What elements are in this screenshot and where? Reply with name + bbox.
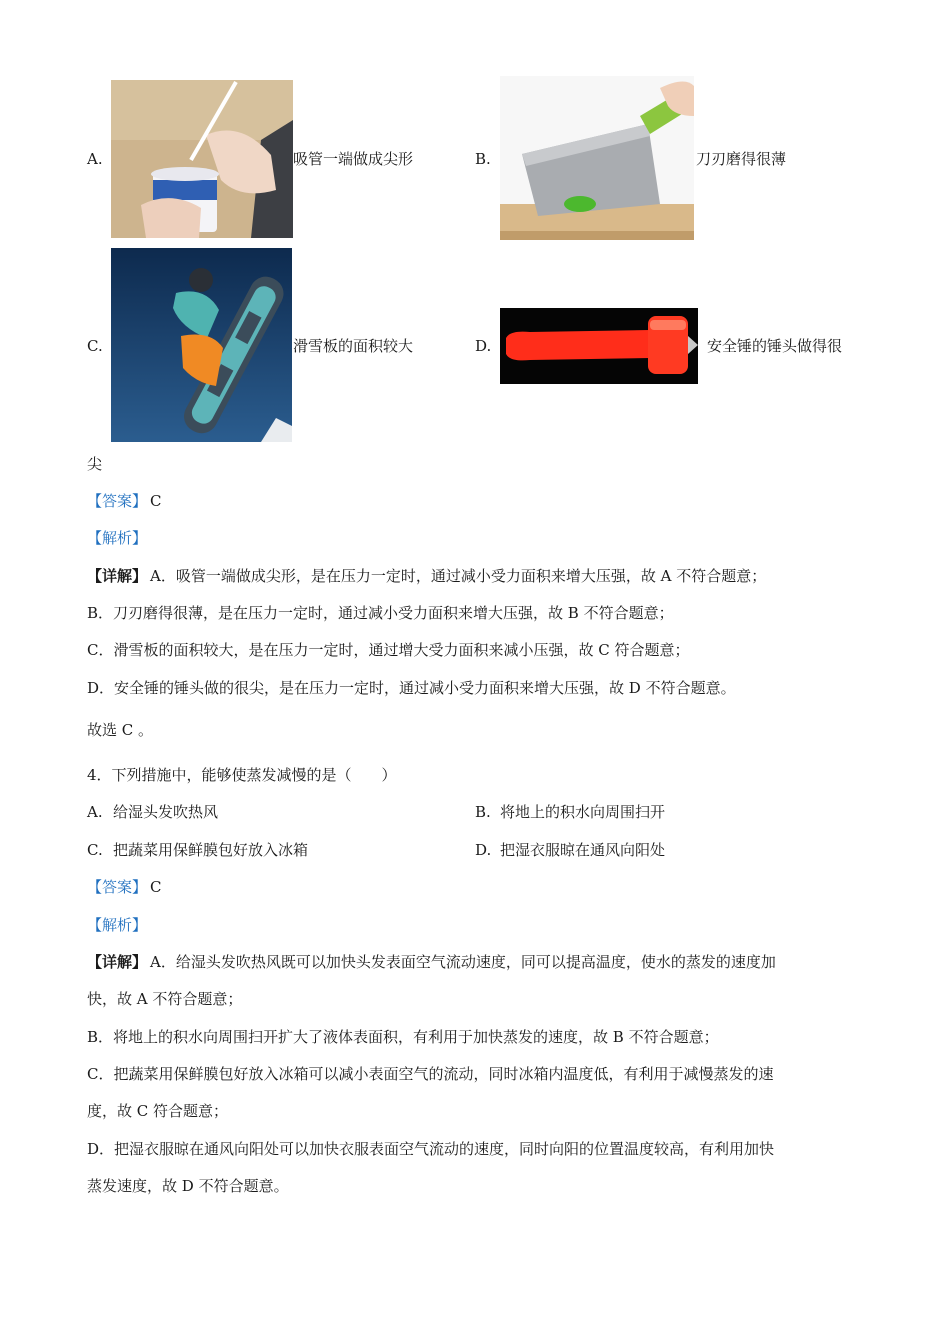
straw-yogurt-photo — [111, 80, 293, 238]
option-caption: 安全锤的锤头做得很 — [707, 337, 843, 355]
detail-line: 蒸发速度，故 D 不符合题意。 — [87, 1177, 289, 1195]
conclusion: 故选 C 。 — [87, 721, 154, 739]
detail-label: 【详解】 — [87, 953, 148, 971]
analysis-label: 【解析】 — [87, 529, 148, 547]
option-text: 把湿衣服晾在通风向阳处 — [500, 841, 666, 859]
answer-value: C — [150, 492, 162, 510]
safety-hammer-photo — [500, 308, 698, 384]
option-text: 把蔬菜用保鲜膜包好放入冰箱 — [113, 841, 309, 859]
option-letter: D. — [475, 337, 492, 355]
detail-line: D．把湿衣服晾在通风向阳处可以加快衣服表面空气流动的速度，同时向阳的位置温度较高，有利用加快 — [87, 1140, 775, 1158]
answer-label: 【答案】 — [87, 492, 148, 510]
option-caption: 刀刃磨得很薄 — [696, 150, 787, 168]
option-caption-continued: 尖 — [87, 455, 103, 473]
snowboarder-photo — [111, 248, 292, 442]
detail-line: 快，故 A 不符合题意； — [87, 990, 243, 1008]
option-letter: D. — [475, 841, 492, 859]
option-caption: 滑雪板的面积较大 — [293, 337, 414, 355]
option-letter: B. — [475, 150, 491, 168]
option-letter: C. — [87, 337, 103, 355]
detail-line: B．将地上的积水向周围扫开扩大了液体表面积，有利用于加快蒸发的速度，故 B 不符合题意； — [87, 1028, 719, 1046]
answer-label: 【答案】 — [87, 878, 148, 896]
kitchen-knife-photo — [500, 76, 694, 240]
question-stem: 4．下列措施中，能够使蒸发减慢的是（ ） — [87, 766, 397, 784]
analysis-label: 【解析】 — [87, 916, 148, 934]
option-caption: 吸管一端做成尖形 — [293, 150, 414, 168]
detail-line: D．安全锤的锤头做的很尖，是在压力一定时，通过减小受力面积来增大压强，故 D 不符合题意。 — [87, 679, 736, 697]
detail-line: C．滑雪板的面积较大，是在压力一定时，通过增大受力面积来减小压强，故 C 符合题意； — [87, 641, 690, 659]
detail-line: A．吸管一端做成尖形，是在压力一定时，通过减小受力面积来增大压强，故 A 不符合题意； — [150, 567, 767, 585]
option-letter: A. — [87, 803, 103, 821]
detail-label: 【详解】 — [87, 567, 148, 585]
answer-value: C — [150, 878, 162, 896]
option-text: 给湿头发吹热风 — [113, 803, 219, 821]
option-text: 将地上的积水向周围扫开 — [500, 803, 666, 821]
option-letter: A. — [87, 150, 103, 168]
detail-line: C．把蔬菜用保鲜膜包好放入冰箱可以减小表面空气的流动，同时冰箱内温度低，有利用于减慢蒸发的速 — [87, 1065, 774, 1083]
detail-line: A．给湿头发吹热风既可以加快头发表面空气流动速度，同可以提高温度，使水的蒸发的速度加 — [150, 953, 776, 971]
option-letter: B. — [475, 803, 491, 821]
detail-line: 度，故 C 符合题意； — [87, 1102, 229, 1120]
detail-line: B．刀刃磨得很薄，是在压力一定时，通过减小受力面积来增大压强，故 B 不符合题意； — [87, 604, 674, 622]
option-letter: C. — [87, 841, 103, 859]
